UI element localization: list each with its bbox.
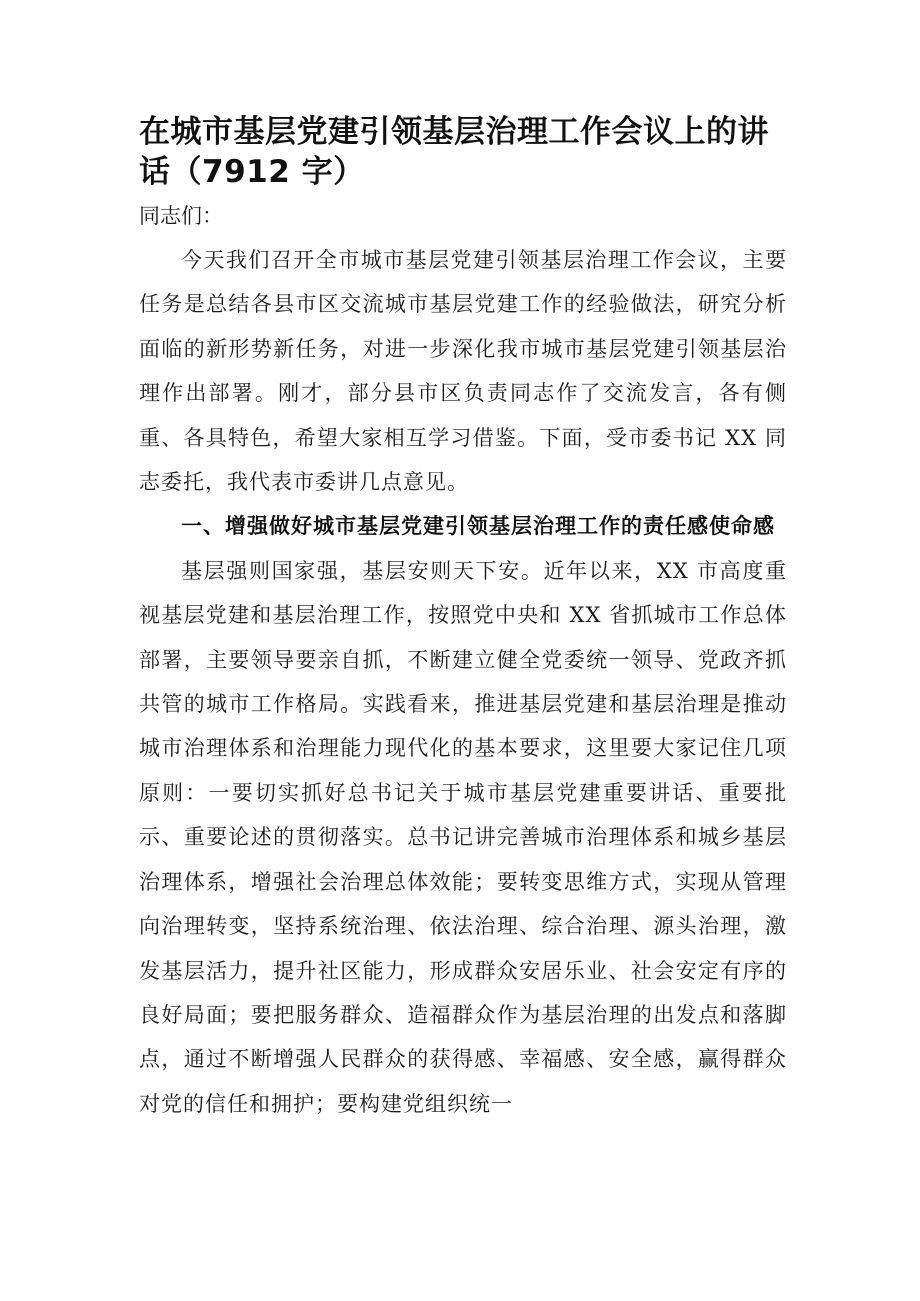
intro-paragraph: 今天我们召开全市城市基层党建引领基层治理工作会议，主要任务是总结各县市区交流城市基层党建工作的经验做法，研究分析面临的新形势新任务，对进一步深化我市城市基层党建引领基层治理作出部署。刚才，部分县市区负责同志作了交流发言，各有侧重、各具特色，希望大家相互学习借鉴。下面，受市委书记 XX 同志委托，我代表市委讲几点意见。 bbox=[139, 248, 787, 495]
section-paragraph: 基层强则国家强，基层安则天下安。近年以来，XX 市高度重视基层党建和基层治理工作，按照党中央和 XX 省抓城市工作总体部署，主要领导要亲自抓，不断建立健全党委统一领导、党政齐抓共管的城市工作格局。实践看来，推进基层党建和基层治理是推动城市治理体系和治理能力现代化的基本要求，这里要大家记住几项原则：一要切实抓好总书记关于城市基层党建重要讲话、重要批示、重要论述的贯彻落实。总书记讲完善城市治理体系和城乡基层治理体系，增强社会治理总体效能；要转变思维方式，实现从管理向治理转变，坚持系统治理、依法治理、综合治理、源头治理，激发基层活力，提升社区能力，形成群众安居乐业、社会安定有序的良好局面；要把服务群众、造福群众作为基层治理的出发点和落脚点，通过不断增强人民群众的获得感、幸福感、安全感，赢得群众对党的信任和拥护；要构建党组织统一 bbox=[139, 558, 787, 1116]
document-body bbox=[139, 112, 787, 1126]
section-heading: 一、增强做好城市基层党建引领基层治理工作的责任感使命感 bbox=[181, 514, 775, 539]
salutation: 同志们： bbox=[139, 204, 223, 228]
document-title: 在城市基层党建引领基层治理工作会议上的讲话（7912 字） bbox=[139, 114, 769, 190]
